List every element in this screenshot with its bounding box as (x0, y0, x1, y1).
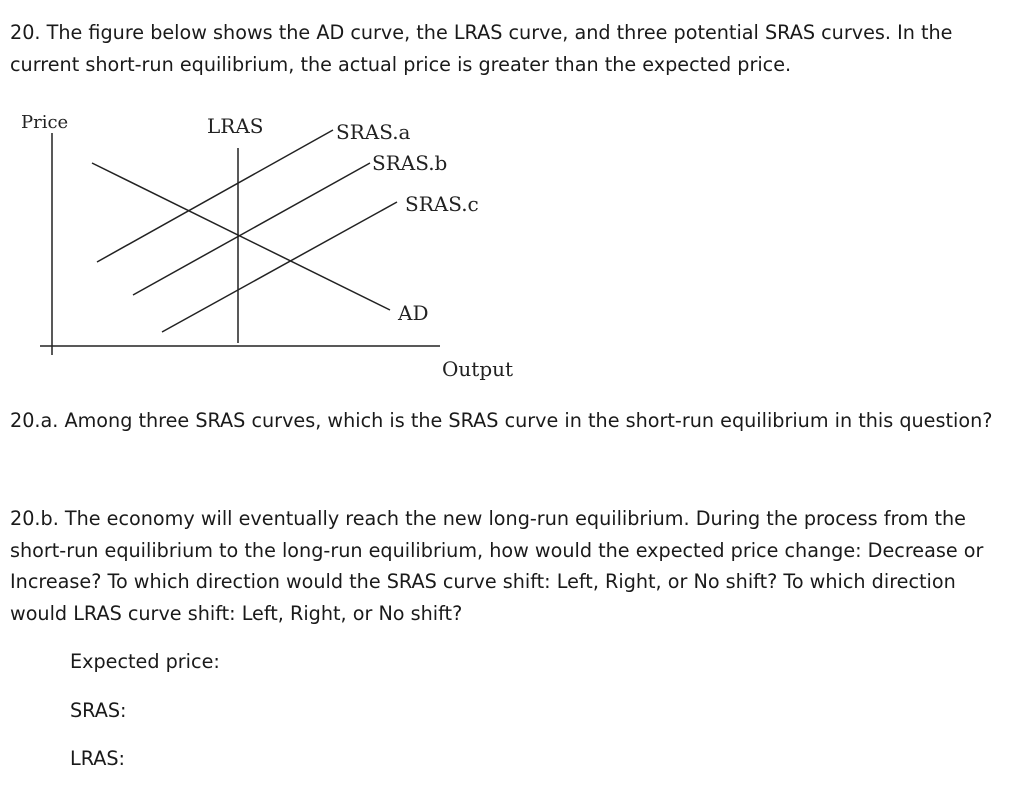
question-20b: 20.b. The economy will eventually reach the new long-run equilibrium. During the process from the short-run equilibrium to the long-run equilibrium, how would the expected price change: Decrease or Increase? To which direction would the SRAS curve shift: Left, Right, or No shift? To which direction would LRAS curve shift: Left, Right, or No shift? (10, 507, 984, 625)
lras-label: LRAS (207, 114, 264, 138)
question-20-intro: 20. The figure below shows the AD curve, the LRAS curve, and three potential SRAS curves. In the current short-run equilibrium, the actual price is greater than the expected price. (10, 21, 953, 76)
sras-a-label: SRAS.a (336, 120, 411, 144)
lras-answer-label: LRAS: (70, 747, 126, 770)
ad-label: AD (398, 301, 429, 325)
sras-c-curve (162, 202, 397, 332)
question-20a: 20.a. Among three SRAS curves, which is the SRAS curve in the short-run equilibrium in this question? (10, 409, 993, 432)
sras-answer-label: SRAS: (70, 699, 127, 722)
sras-a-curve (97, 130, 333, 262)
sras-c-label: SRAS.c (405, 192, 479, 216)
sras-b-curve (133, 163, 370, 295)
ad-as-figure (0, 100, 540, 390)
x-axis-label: Output (442, 357, 514, 381)
expected-price-label: Expected price: (70, 650, 220, 673)
sras-b-label: SRAS.b (372, 151, 448, 175)
y-axis-label: Price (21, 112, 69, 133)
